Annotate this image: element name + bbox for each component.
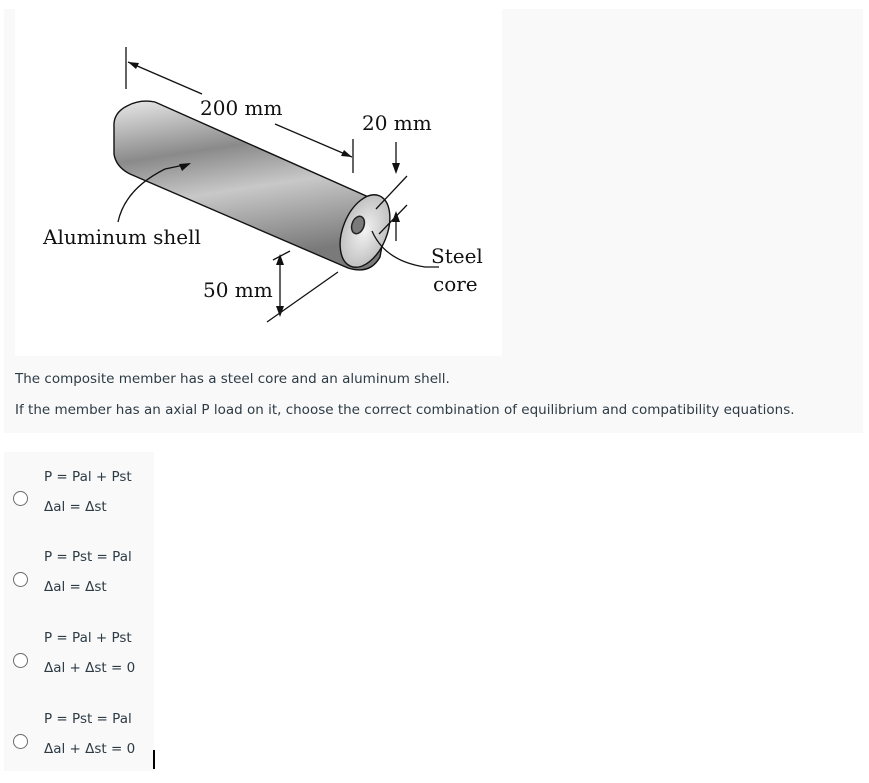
answer-options	[4, 452, 154, 771]
question-text-line-2: If the member has an axial P load on it, choose the correct combination of equilibrium and compatibility equations.	[15, 402, 795, 418]
text-cursor	[153, 750, 155, 769]
answer-option-2[interactable]	[4, 543, 154, 621]
length-label: 200 mm	[200, 96, 283, 120]
steel-label: Steel	[431, 244, 483, 268]
compatibility-equation: Δal + Δst = 0	[44, 741, 136, 757]
compatibility-equation: Δal = Δst	[44, 499, 107, 515]
outer-diameter-label: 50 mm	[203, 278, 273, 302]
question-text-line-1: The composite member has a steel core and an aluminum shell.	[15, 371, 450, 387]
radio-button[interactable]	[13, 653, 28, 668]
radio-button[interactable]	[13, 572, 28, 587]
answer-option-3[interactable]	[4, 624, 154, 702]
answer-option-1[interactable]	[4, 462, 154, 540]
composite-member-figure	[15, 9, 502, 356]
equilibrium-equation: P = Pal + Pst	[44, 469, 132, 485]
core-label: core	[433, 272, 478, 296]
radio-button[interactable]	[13, 734, 28, 749]
radio-button[interactable]	[13, 491, 28, 506]
equilibrium-equation: P = Pst = Pal	[44, 549, 132, 565]
aluminum-shell-label: Aluminum shell	[43, 225, 201, 249]
equilibrium-equation: P = Pal + Pst	[44, 630, 132, 646]
compatibility-equation: Δal + Δst = 0	[44, 660, 136, 676]
answer-option-4[interactable]	[4, 705, 154, 783]
core-diameter-label: 20 mm	[362, 111, 432, 135]
equilibrium-equation: P = Pst = Pal	[44, 711, 132, 727]
compatibility-equation: Δal = Δst	[44, 579, 107, 595]
